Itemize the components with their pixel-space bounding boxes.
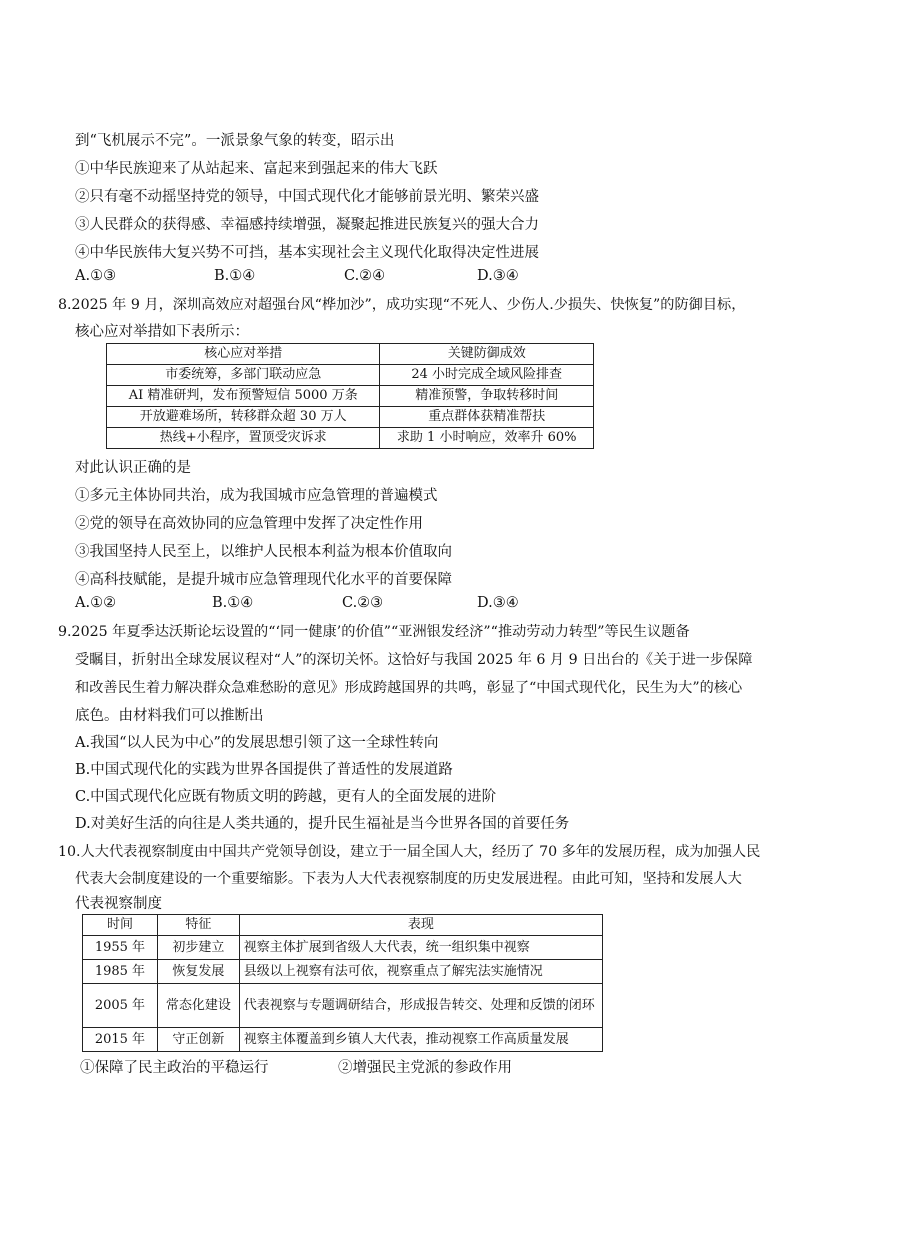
q10-stem-line-3: 代表视察制度 <box>75 896 162 912</box>
table-row <box>107 428 594 449</box>
q8-header-results: 关键防御成效 <box>380 344 594 365</box>
table-row <box>83 984 603 1028</box>
q8-option-d: D.③④ <box>477 595 519 611</box>
q10-table <box>82 914 603 1052</box>
table-cell: 守正创新 <box>157 1028 239 1052</box>
table-cell: 常态化建设 <box>157 984 239 1028</box>
q8-item-2: ②党的领导在高效协同的应急管理中发挥了决定性作用 <box>75 516 423 532</box>
table-cell: 2015 年 <box>83 1028 158 1052</box>
q10-item-2: ②增强民主党派的参政作用 <box>338 1060 512 1076</box>
table-cell: 1985 年 <box>83 960 158 984</box>
q8-stem-line-2: 核心应对举措如下表所示： <box>75 324 249 340</box>
table-cell: 求助 1 小时响应，效率升 60% <box>380 428 594 449</box>
q7-option-a: A.①③ <box>75 268 117 284</box>
table-row <box>107 365 594 386</box>
q8-option-b: B.①④ <box>212 595 254 611</box>
table-cell: 代表视察与专题调研结合，形成报告转交、处理和反馈的闭环 <box>239 984 602 1028</box>
q8-table <box>106 343 594 449</box>
q10-table-header <box>83 915 603 936</box>
q9-option-d: D.对美好生活的向往是人类共通的，提升民生福祉是当今世界各国的首要任务 <box>75 816 570 832</box>
table-cell: 初步建立 <box>157 936 239 960</box>
q10-header-time: 时间 <box>83 915 158 936</box>
q10-stem-line-1: 10.人大代表视察制度由中国共产党领导创设，建立于一届全国人大，经历了 70 多年的发展历程，成为加强人民 <box>58 844 761 860</box>
table-cell: 热线+小程序，置顶受灾诉求 <box>107 428 380 449</box>
table-cell: 视察主体扩展到省级人大代表，统一组织集中视察 <box>239 936 602 960</box>
q9-option-b: B.中国式现代化的实践为世界各国提供了普适性的发展道路 <box>75 762 453 778</box>
q9-stem-line-1: 9.2025 年夏季达沃斯论坛设置的“‘同一健康’的价值”“亚洲银发经济”“推动劳动力转型”等民生议题备 <box>58 624 690 640</box>
q8-item-3: ③我国坚持人民至上，以维护人民根本利益为根本价值取向 <box>75 544 452 560</box>
q7-item-3: ③人民群众的获得感、幸福感持续增强，凝聚起推进民族复兴的强大合力 <box>75 217 539 233</box>
q9-option-a: A.我国“以人民为中心”的发展思想引领了这一全球性转向 <box>75 735 439 751</box>
table-cell: 24 小时完成全域风险排查 <box>380 365 594 386</box>
table-row <box>83 936 603 960</box>
q7-option-c: C.②④ <box>344 268 386 284</box>
q8-options <box>75 593 875 613</box>
table-cell: 1955 年 <box>83 936 158 960</box>
q10-header-feature: 特征 <box>157 915 239 936</box>
table-cell: 2005 年 <box>83 984 158 1028</box>
q10-item-1: ①保障了民主政治的平稳运行 <box>80 1060 269 1076</box>
q7-item-2: ②只有毫不动摇坚持党的领导，中国式现代化才能够前景光明、繁荣兴盛 <box>75 189 539 205</box>
q9-option-c: C.中国式现代化应既有物质文明的跨越，更有人的全面发展的进阶 <box>75 789 497 805</box>
q8-option-a: A.①② <box>75 595 117 611</box>
q8-item-4: ④高科技赋能，是提升城市应急管理现代化水平的首要保障 <box>75 572 452 588</box>
q7-option-b: B.①④ <box>214 268 256 284</box>
q10-header-performance: 表现 <box>239 915 602 936</box>
table-row <box>83 1028 603 1052</box>
table-row <box>83 960 603 984</box>
q8-header-measures: 核心应对举措 <box>107 344 380 365</box>
q9-stem-line-3: 和改善民生着力解决群众急难愁盼的意见》形成跨越国界的共鸣，彰显了“中国式现代化，民生为大”的核心 <box>75 680 743 696</box>
q10-stem-line-2: 代表大会制度建设的一个重要缩影。下表为人大代表视察制度的历史发展进程。由此可知，坚持和发展人大 <box>75 871 742 887</box>
q7-item-4: ④中华民族伟大复兴势不可挡，基本实现社会主义现代化取得决定性进展 <box>75 245 539 261</box>
q9-stem-line-2: 受瞩目，折射出全球发展议程对“人”的深切关怀。这恰好与我国 2025 年 6 月 9 日出台的《关于进一步保障 <box>75 652 753 668</box>
q8-option-c: C.②③ <box>342 595 384 611</box>
table-cell: 市委统筹，多部门联动应急 <box>107 365 380 386</box>
q7-options <box>75 266 875 286</box>
table-row <box>107 407 594 428</box>
q7-continuation: 到“飞机展示不完”。一派景象气象的转变，昭示出 <box>75 133 395 149</box>
q9-stem-line-4: 底色。由材料我们可以推断出 <box>75 708 264 724</box>
q8-item-1: ①多元主体协同共治，成为我国城市应急管理的普遍模式 <box>75 488 438 504</box>
q8-table-header <box>107 344 594 365</box>
table-cell: AI 精准研判，发布预警短信 5000 万条 <box>107 386 380 407</box>
table-cell: 视察主体覆盖到乡镇人大代表，推动视察工作高质量发展 <box>239 1028 602 1052</box>
q8-stem-line-1: 8.2025 年 9 月，深圳高效应对超强台风“桦加沙”，成功实现“不死人、少伤人.少损失、快恢复”的防御目标， <box>58 297 746 313</box>
table-cell: 恢复发展 <box>157 960 239 984</box>
q10-items <box>80 1058 780 1078</box>
q7-item-1: ①中华民族迎来了从站起来、富起来到强起来的伟大飞跃 <box>75 161 438 177</box>
table-cell: 重点群体获精准帮扶 <box>380 407 594 428</box>
q7-option-d: D.③④ <box>477 268 519 284</box>
table-cell: 县级以上视察有法可依，视察重点了解宪法实施情况 <box>239 960 602 984</box>
q8-prompt: 对此认识正确的是 <box>75 460 191 476</box>
table-cell: 精准预警，争取转移时间 <box>380 386 594 407</box>
table-cell: 开放避难场所，转移群众超 30 万人 <box>107 407 380 428</box>
table-row <box>107 386 594 407</box>
